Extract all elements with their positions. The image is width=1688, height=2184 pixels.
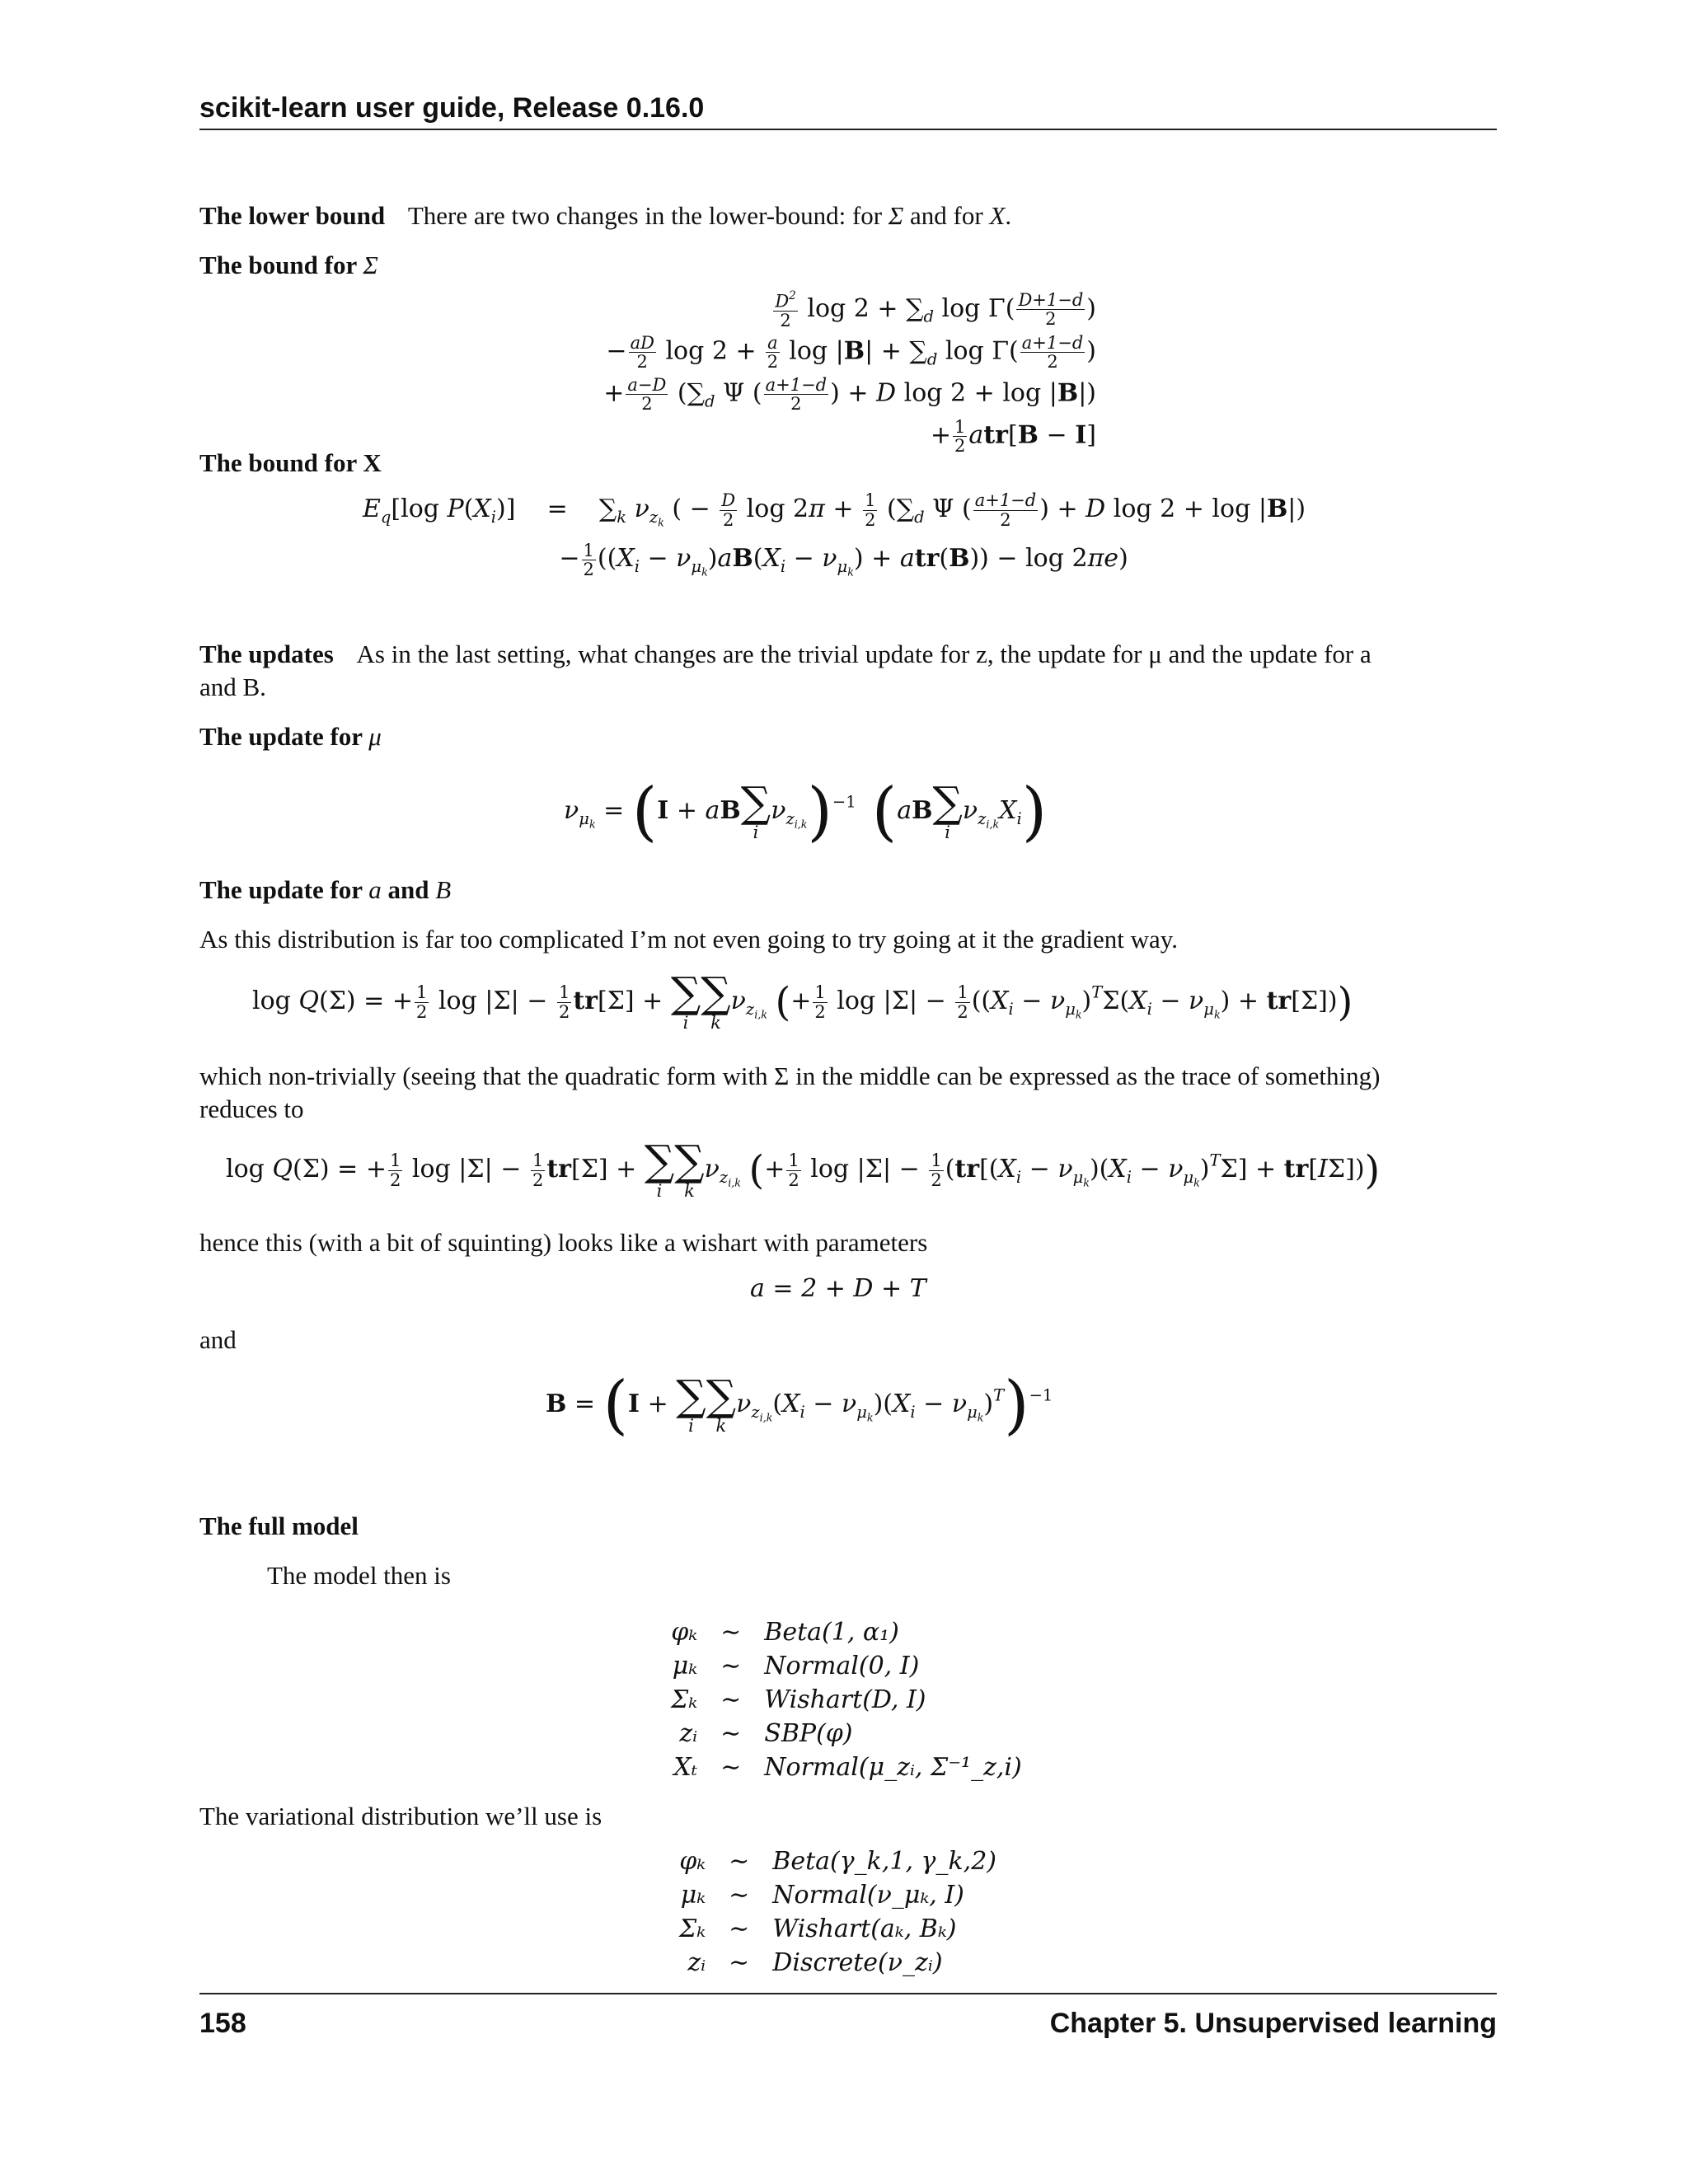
model-row: [659, 1717, 1034, 1750]
bound-x-heading-symbol: X: [363, 448, 382, 477]
model-row: [659, 1649, 1034, 1683]
tilde-symbol: ∼: [729, 1948, 750, 1977]
update-aB-heading-and: and: [381, 875, 436, 904]
paragraph-reduces-to: reduces to: [199, 1094, 304, 1123]
paragraph-complicated: As this distribution is far too complicated I’m not even going to try going at it the gradient way.: [199, 925, 1178, 954]
bound-x-heading: [199, 447, 382, 480]
chapter-title: Chapter 5. Unsupervised learning: [1049, 2008, 1497, 2039]
tilde-symbol: ∼: [729, 1847, 750, 1876]
lower-bound-x: X: [989, 201, 1006, 230]
lower-bound-heading: The lower bound: [199, 201, 386, 230]
updates-text-line2: and B.: [199, 673, 266, 701]
bound-sigma-heading: [199, 249, 378, 282]
model-rhs: Normal(0, I): [764, 1652, 920, 1680]
tilde-symbol: ∼: [720, 1719, 742, 1748]
update-mu-heading-text: The update for: [199, 722, 369, 751]
model-lhs: φₖ: [671, 1618, 698, 1647]
variational-lhs: φₖ: [679, 1847, 706, 1876]
model-row: [659, 1683, 1034, 1717]
tilde-symbol: ∼: [729, 1881, 750, 1910]
full-model-heading: [199, 1510, 359, 1543]
footer-rule: [199, 1993, 1497, 1994]
lower-bound-sigma: Σ: [888, 201, 904, 230]
lower-bound-paragraph: [199, 199, 1011, 232]
bound-sigma-heading-text: The bound for: [199, 251, 363, 279]
equation-b: B = (I + ∑ i ∑ k $\nu_{z_{i,k}}(X_i - \nu_{\mu_k})(X_i - \nu_{\mu_k})^T)^{-1}$: [546, 1368, 1053, 1442]
variational-lhs: Σₖ: [679, 1915, 706, 1943]
variational-intro: The variational distribution we’ll use is: [199, 1802, 603, 1830]
model-lhs: zᵢ: [679, 1719, 698, 1748]
model-lhs: Σₖ: [671, 1685, 698, 1714]
paragraph-wishart: hence this (with a bit of squinting) looks like a wishart with parameters: [199, 1228, 928, 1257]
equation-a: a = 2 + D + T: [750, 1274, 926, 1303]
header-rule: [199, 129, 1497, 130]
lower-bound-text-b: and for: [903, 201, 990, 230]
variational-lhs: zᵢ: [687, 1948, 706, 1977]
full-model-heading-text: The full model: [199, 1511, 359, 1540]
model-lhs: Xₜ: [673, 1753, 698, 1782]
model-rhs: SBP(φ): [764, 1719, 853, 1748]
update-aB-heading-text: The update for: [199, 875, 369, 904]
variational-row: [668, 1946, 1008, 1980]
update-mu-heading-symbol: μ: [368, 722, 382, 751]
model-rhs: Normal(μ_zᵢ, Σ⁻¹_z,i): [764, 1753, 1022, 1782]
model-row: [659, 1615, 1034, 1649]
update-aB-heading-symbol-b: B: [435, 875, 452, 904]
updates-heading: The updates: [199, 640, 334, 668]
paragraph-and: and: [199, 1325, 237, 1354]
model-rhs: Beta(1, α₁): [764, 1618, 899, 1647]
equation-bound-x: $E_q[\log$ $P(X_i)$] = $\sum_k$ $\nu_{z_k}$ ( − $\frac{D}{2}$ log 2π + $\frac{1}{2}$ ($\sum_d$ Ψ ( $\frac{a+1-d}{2}$ ) + D log 2 + log |B|) − $\frac{1}{2}$ $((X_i - \nu_{\mu_k})aB(X_i - \nu_{\mu_k}) + atr(B)) - \log 2\pi e$): [363, 490, 1306, 579]
tilde-symbol: ∼: [720, 1652, 742, 1680]
bound-x-heading-text: The bound for: [199, 448, 363, 477]
model-table: [659, 1615, 1034, 1784]
model-lhs: μₖ: [672, 1652, 698, 1680]
update-aB-heading-symbol-a: a: [368, 875, 382, 904]
variational-rhs: Beta(γ_k,1, γ_k,2): [772, 1847, 996, 1876]
variational-row: [668, 1844, 1008, 1878]
paragraph-nontrivially: which non-trivially (seeing that the quadratic form with Σ in the middle can be expressed as the trace of something): [199, 1062, 1381, 1090]
equation-bound-sigma: $\frac{D^2}{2}$ $\log 2 + \sum_d$ log Γ( $\frac{D+1-d}{2}$ ) − $\frac{aD}{2}$ log 2 + $\frac{a}{2}$ $\log |B| + \sum_d$ log Γ( $\frac{a+1-d}{2}$ ) + $\frac{a-D}{2}$ ($\sum_d$ Ψ ( $\frac{a+1-d}{2}$ ) + D log 2 + log |B|) + $\frac{1}{2}$ atr[B − I]: [603, 289, 1096, 457]
variational-rhs: Normal(ν_μₖ, I): [772, 1881, 964, 1910]
updates-paragraph: [199, 638, 1502, 671]
lower-bound-text-a: There are two changes in the lower-bound: for: [407, 201, 889, 230]
updates-text: As in the last setting, what changes are the trivial update for z, the update for μ and the update for a: [356, 640, 1372, 668]
variational-lhs: μₖ: [680, 1881, 706, 1910]
tilde-symbol: ∼: [720, 1753, 742, 1782]
page-number: 158: [199, 2008, 246, 2039]
update-mu-heading: [199, 720, 382, 753]
full-model-intro: The model then is: [267, 1561, 451, 1590]
variational-table: [668, 1844, 1008, 1980]
equation-logq-2: log Q(Σ) = + $\frac{1}{2}$ log |Σ| − $\frac{1}{2}$ tr[Σ] + ∑ i ∑ k $\nu_{z_{i,k}}$ (+ $\frac{1}{2}$ log |Σ| − $\frac{1}{2}$ $(tr[(X_i - \nu_{\mu_k})(X_i - \nu_{\mu_k})^T\Sigma] + tr[I\Sigma])$): [226, 1137, 1381, 1201]
variational-row: [668, 1878, 1008, 1912]
model-row: [659, 1750, 1034, 1784]
equation-update-mu: $\nu_{\mu_k} = (I$ + aB ∑ i $\nu_{z_{i,k}})^{-1}$ (aB ∑ i $\nu_{z_{i,k}}X_i$): [564, 775, 1048, 849]
tilde-symbol: ∼: [729, 1915, 750, 1943]
running-header: scikit-learn user guide, Release 0.16.0: [199, 92, 705, 124]
lower-bound-text-c: .: [1005, 201, 1012, 230]
tilde-symbol: ∼: [720, 1685, 742, 1714]
bound-sigma-heading-symbol: Σ: [363, 251, 378, 279]
update-aB-heading: [199, 874, 451, 907]
model-rhs: Wishart(D, I): [764, 1685, 926, 1714]
equation-logq-1: log Q(Σ) = + $\frac{1}{2}$ log |Σ| − $\frac{1}{2}$ tr[Σ] + ∑ i ∑ k $\nu_{z_{i,k}}$ (+ $\frac{1}{2}$ log |Σ| − $\frac{1}{2}$ $((X_i - \nu_{\mu_k})^T\Sigma(X_i - \nu_{\mu_k}) + tr[\Sigma])$): [252, 969, 1353, 1033]
tilde-symbol: ∼: [720, 1618, 742, 1647]
variational-rhs: Discrete(ν_zᵢ): [772, 1948, 943, 1977]
variational-row: [668, 1912, 1008, 1946]
variational-rhs: Wishart(aₖ, Bₖ): [772, 1915, 957, 1943]
